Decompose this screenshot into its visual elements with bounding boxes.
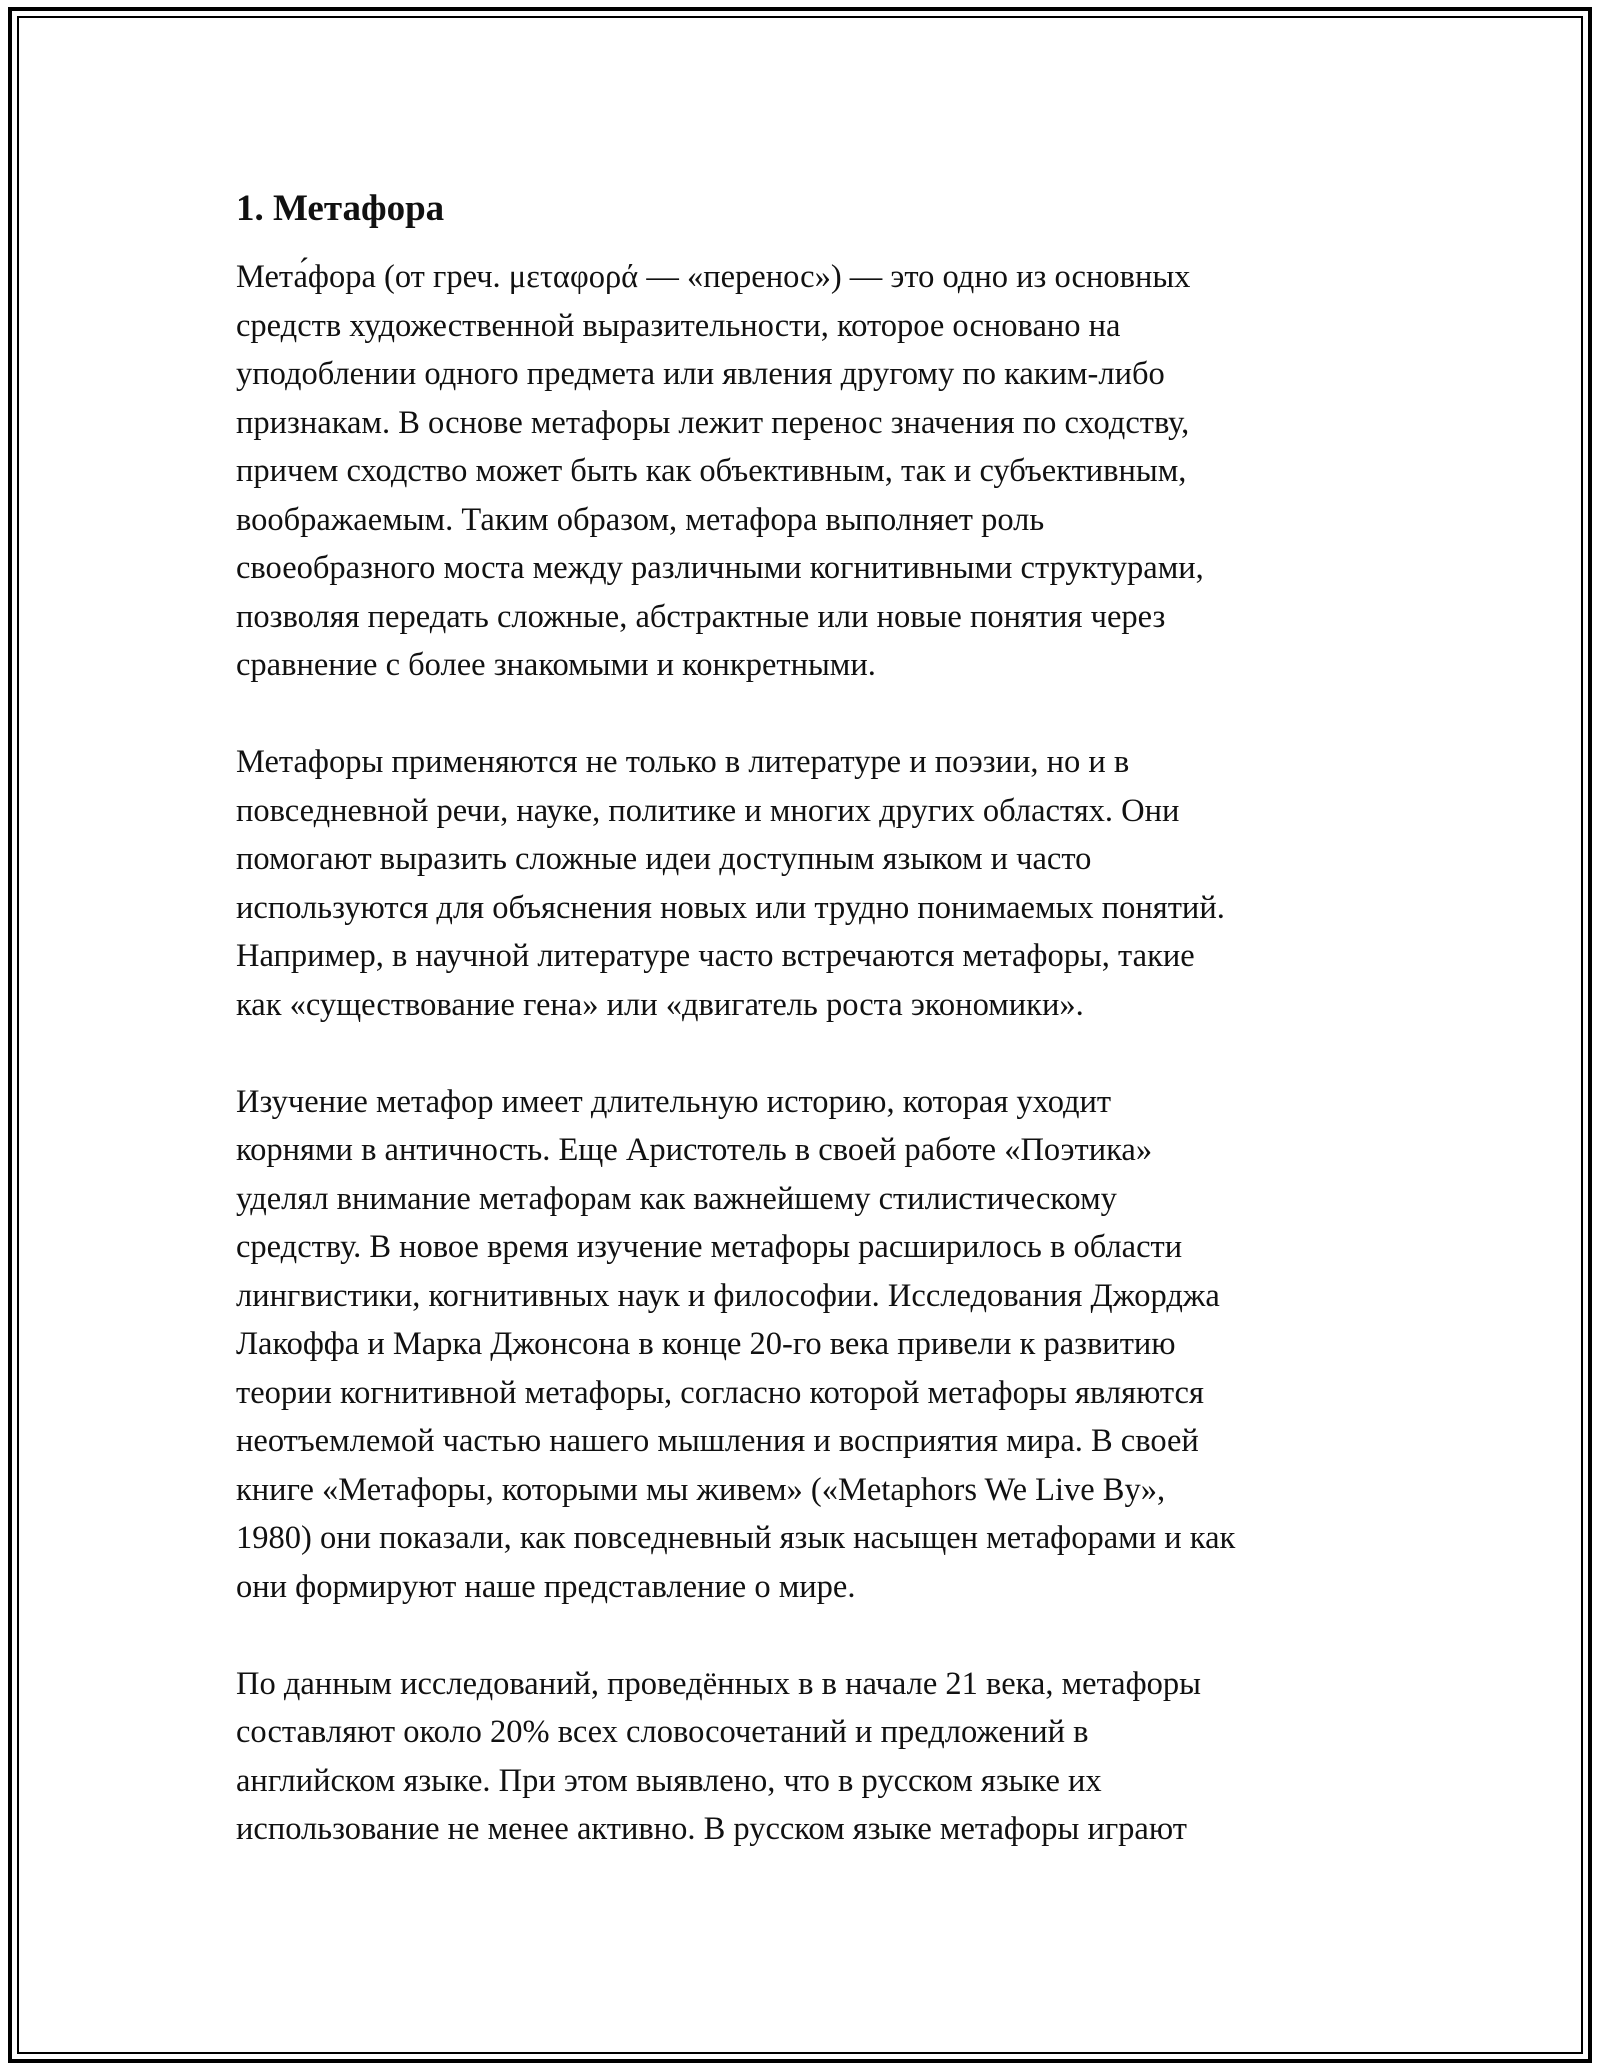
paragraph-line: корнями в античность. Еще Аристотель в своей работе «Поэтика»: [236, 1132, 1153, 1168]
paragraph-line: книге «Метафоры, которыми мы живем» («Metaphors We Live By»,: [236, 1471, 1166, 1508]
paragraph-line: они формируют наше представление о мире.: [236, 1568, 856, 1605]
paragraph-line: признакам. В основе метафоры лежит перенос значения по сходству,: [236, 404, 1190, 441]
paragraph-line: сравнение с более знакомыми и конкретными.: [236, 647, 876, 683]
paragraph-line: Метафоры применяются не только в литературе и поэзии, но и в: [236, 744, 1130, 780]
paragraph-line: своеобразного моста между различными когнитивными структурами,: [236, 550, 1204, 586]
section-heading: 1. Метафора: [236, 188, 445, 229]
paragraph-line: причем сходство может быть как объективным, так и субъективным,: [236, 453, 1187, 489]
paragraph-line: использование не менее активно. В русском языке метафоры играют: [236, 1811, 1187, 1847]
paragraph-line: 1980) они показали, как повседневный язык насыщен метафорами и как: [236, 1520, 1236, 1556]
paragraph-history: [236, 1078, 1386, 1612]
paragraph-line: английском языке. При этом выявлено, что в русском языке их: [236, 1762, 1102, 1799]
paragraph-line: помогают выразить сложные идеи доступным языком и часто: [236, 841, 1092, 877]
paragraph-line: повседневной речи, науке, политике и многих других областях. Они: [236, 792, 1180, 829]
paragraph-line: позволяя передать сложные, абстрактные или новые понятия через: [236, 598, 1166, 635]
paragraph-usage: [236, 738, 1386, 1029]
paragraph-statistics: [236, 1660, 1386, 1854]
paragraph-line: теории когнитивной метафоры, согласно которой метафоры являются: [236, 1374, 1204, 1411]
paragraph-line: используются для объяснения новых или трудно понимаемых понятий.: [236, 889, 1225, 926]
paragraph-line: Мета́фора (от греч. μεταφορά — «перенос») — это одно из основных: [236, 259, 1191, 295]
paragraph-line: средству. В новое время изучение метафоры расширилось в области: [236, 1229, 1183, 1265]
paragraph-line: Изучение метафор имеет длительную историю, которая уходит: [236, 1083, 1112, 1120]
paragraph-line: Например, в научной литературе часто встречаются метафоры, такие: [236, 938, 1195, 974]
paragraph-line: уподоблении одного предмета или явления другому по каким-либо: [236, 356, 1165, 392]
paragraph-definition: [236, 253, 1386, 690]
paragraph-line: средств художественной выразительности, которое основано на: [236, 307, 1121, 344]
paragraph-line: По данным исследований, проведённых в в начале 21 века, метафоры: [236, 1665, 1202, 1702]
paragraph-line: как «существование гена» или «двигатель роста экономики».: [236, 986, 1084, 1023]
paragraph-line: уделял внимание метафорам как важнейшему стилистическому: [236, 1180, 1117, 1217]
paragraph-line: Лакоффа и Марка Джонсона в конце 20-го века привели к развитию: [236, 1326, 1176, 1362]
paragraph-line: лингвистики, когнитивных наук и философии. Исследования Джорджа: [236, 1277, 1220, 1314]
paragraph-line: составляют около 20% всех словосочетаний и предложений в: [236, 1714, 1089, 1750]
document-body: [236, 185, 1386, 1902]
paragraph-line: воображаемым. Таким образом, метафора выполняет роль: [236, 501, 1045, 538]
paragraph-line: неотъемлемой частью нашего мышления и восприятия мира. В своей: [236, 1423, 1199, 1459]
